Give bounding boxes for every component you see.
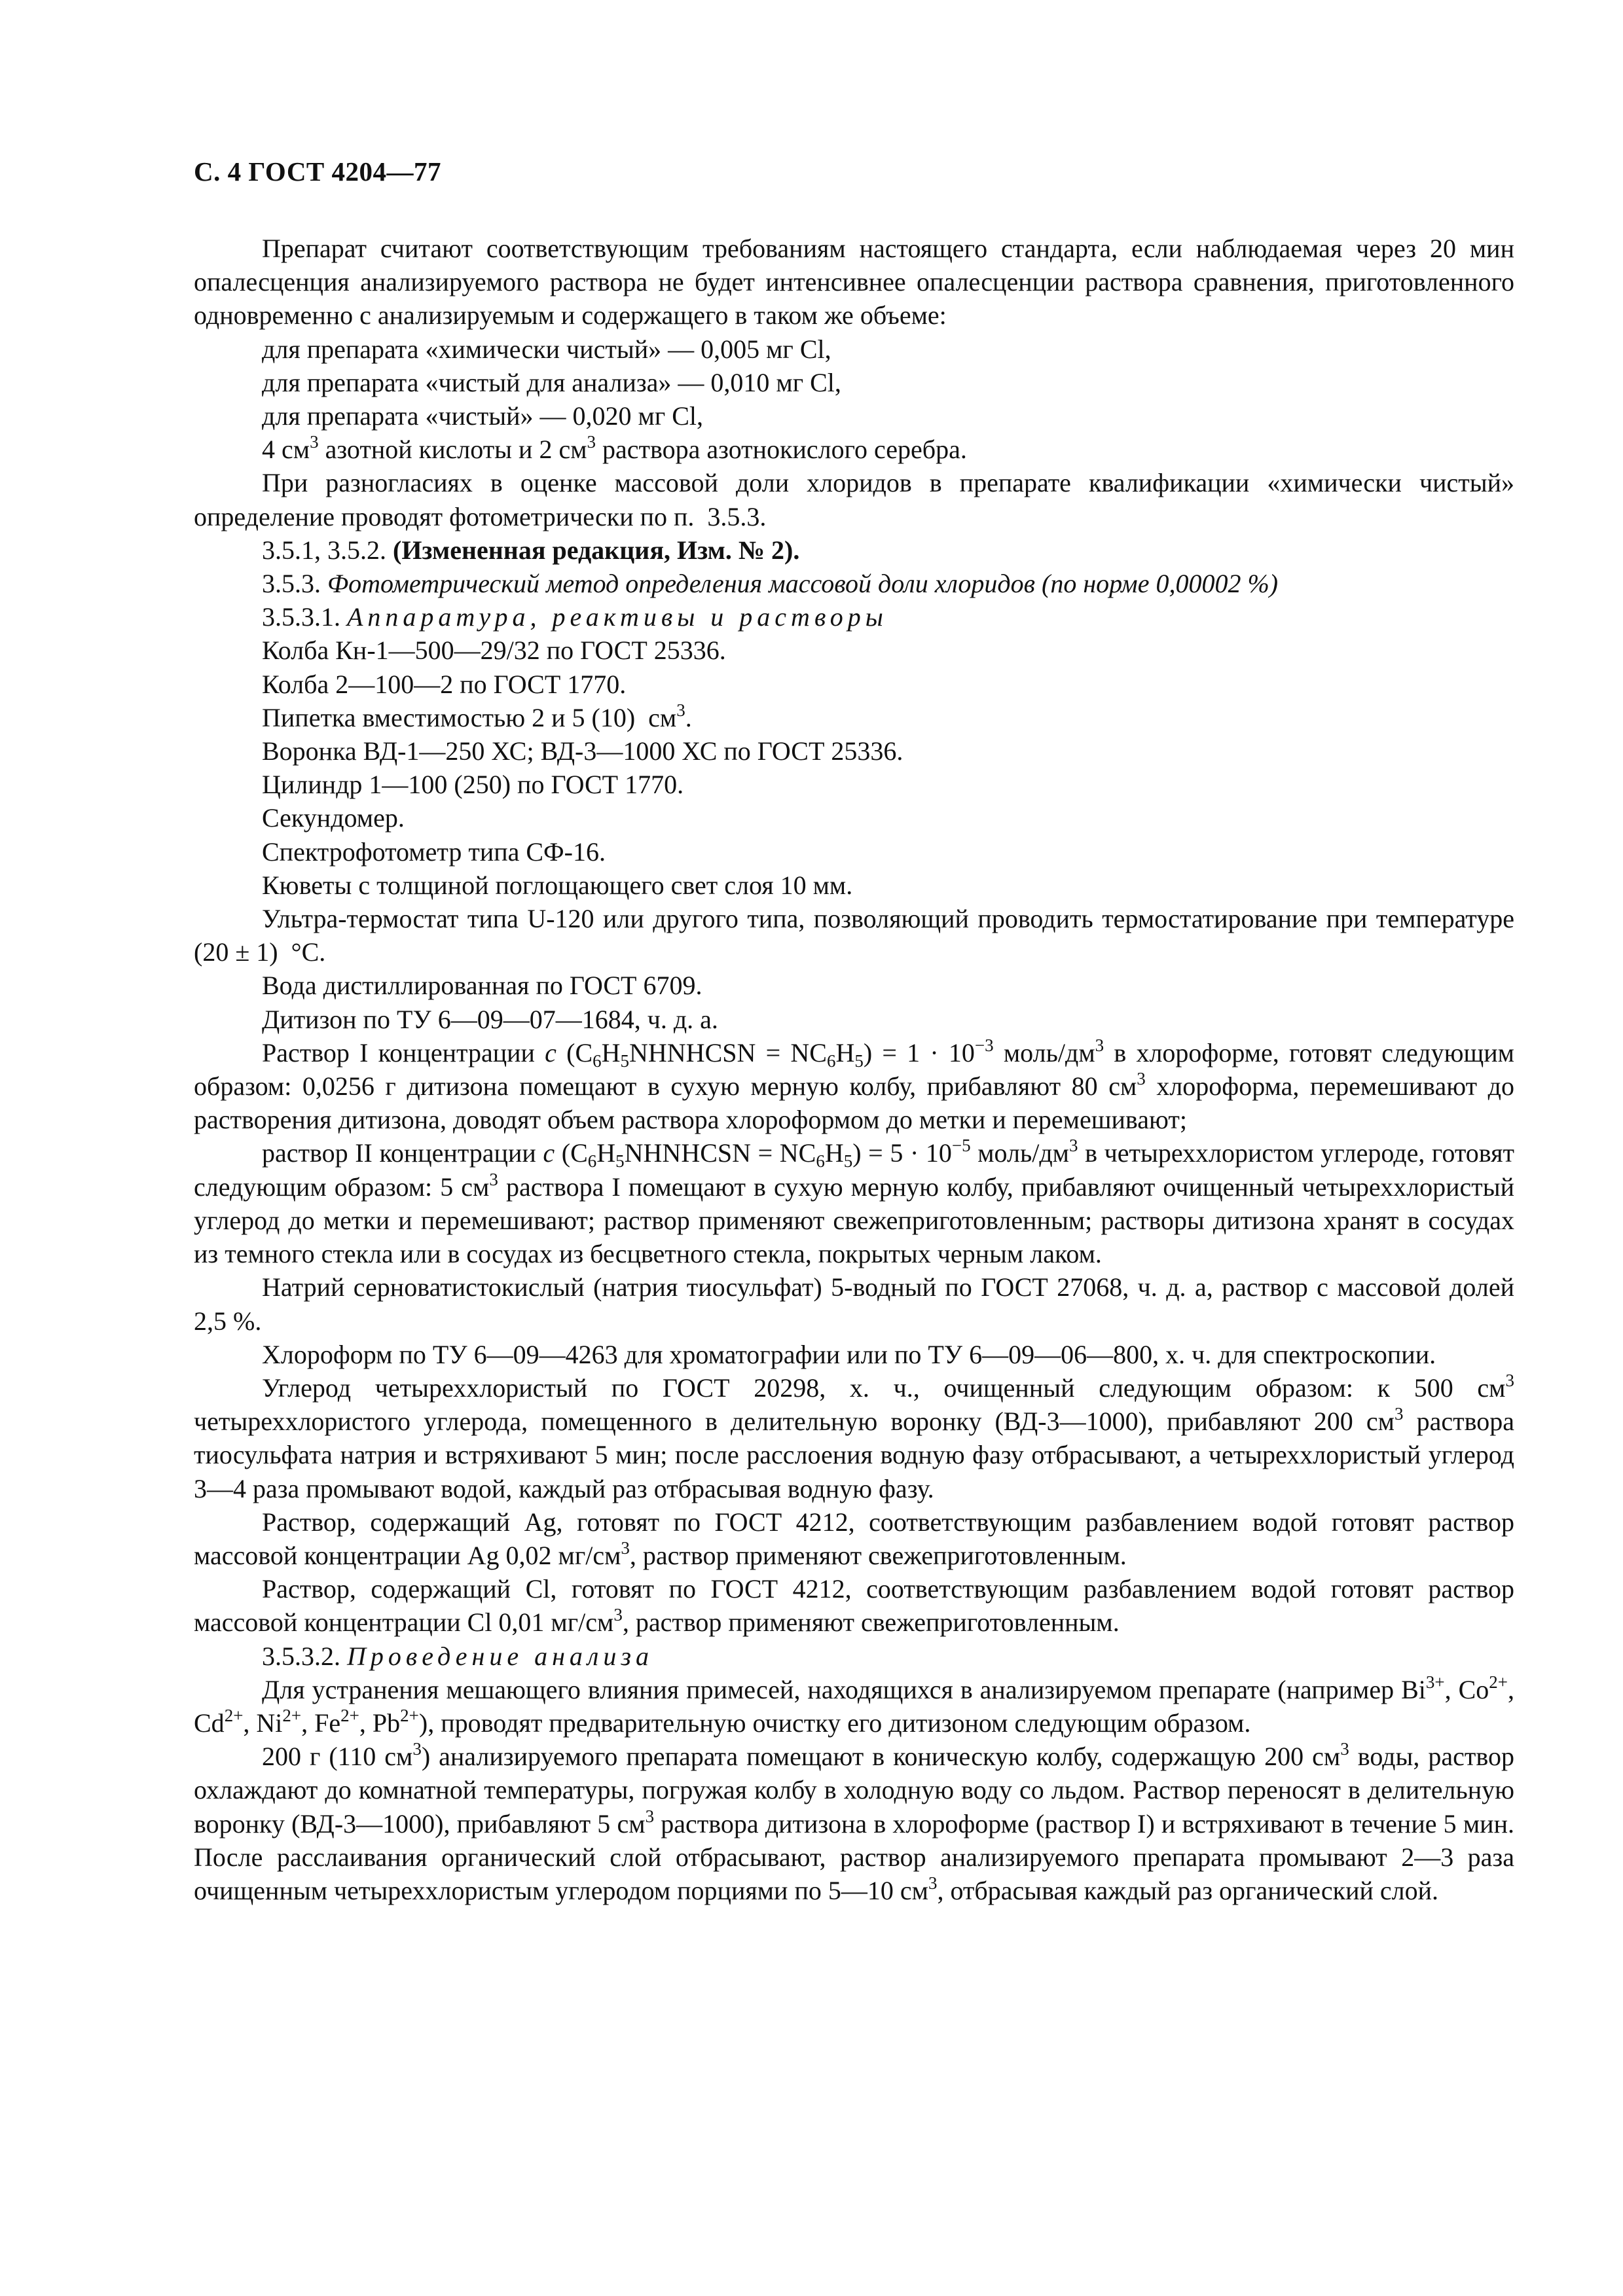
document-body [194, 232, 1514, 1907]
text-line: для препарата «чистый» — 0,020 мг Cl, [262, 401, 704, 431]
text-line: Воронка ВД-1—250 ХС; ВД-3—1000 ХС по ГОСТ 25336. [262, 736, 903, 766]
paragraph: Углерод четыреххлористый по ГОСТ 20298, х. ч., очищенный следующим образом: к 500 $см^3$ четыреххлористого углерода, помещенного в делительную воронку (ВД-3—1000), прибавляют 200 $см^3$ раствора тиосульфата натрия и встряхивают 5 мин; после расслоения водную фазу отбрасывают, а четыреххлористый углерод 3—4 раза промывают водой, каждый раз отбрасывая водную фазу. [194, 1370, 1514, 1503]
text-line: 3.5.1, 3.5.2. (Измененная редакция, Изм. № 2). [262, 535, 800, 565]
text-line: 4 $см^3$ азотной кислоты и 2 $см^3$ раствора азотнокислого серебра. [262, 432, 967, 465]
text-line: 3.5.3.1. Аппаратура, реактивы и растворы [262, 602, 888, 632]
paragraph: При разногласиях в оценке массовой доли хлоридов в препарате квалификации «химически чистый» определение проводят фотометрически по п. 3.5.3. [194, 468, 1514, 531]
text-line: 3.5.3.2. Проведение анализа [262, 1641, 653, 1671]
paragraph: Раствор I концентрации с $(С_6Н_5NHNHCSN = NC_6H_5) = 1 \cdot 10^{-3}$ моль/$дм^3$ в хлороформе, готовят следующим образом: 0,0256 г дитизона помещают в сухую мерную колбу, прибавляют 80 $см^3$ хлороформа, перемешивают до растворения дитизона, доводят объем раствора хлороформом до метки и перемешивают; [194, 1035, 1514, 1135]
text-line: Кюветы с толщиной поглощающего свет слоя 10 мм. [262, 870, 853, 900]
paragraph: Раствор, содержащий Cl, готовят по ГОСТ 4212, соответствующим разбавлением водой готовят раствор массовой концентрации Cl 0,01 $мг/см^3$, раствор применяют свежеприготовленным. [194, 1574, 1514, 1638]
paragraph: Для устранения мешающего влияния примесей, находящихся в анализируемом препарате (например $Bi^{3+}$, $Co^{2+}$, $Cd^{2+}$, $Ni^{2+}$, $Fe^{2+}$, $Pb^{2+}$), проводят предварительную очистку его дитизоном следующим образом. [194, 1672, 1515, 1738]
text-line: Спектрофотометр типа СФ-16. [262, 836, 606, 867]
text-line: Секундомер. [262, 803, 405, 833]
text-line: Колба 2—100—2 по ГОСТ 1770. [262, 669, 627, 699]
text-line: для препарата «чистый для анализа» — 0,010 мг Cl, [262, 367, 841, 397]
paragraph: раствор II концентрации с $(С_6Н_5NHNHCSN = NC_6H_5) = 5 \cdot 10^{-5}$ моль/$дм^3$ в четыреххлористом углероде, готовят следующим образом: 5 $см^3$ раствора I помещают в сухую мерную колбу, прибавляют очищенный четыреххлористый углерод до метки и перемешивают; раствор применяют свежеприготовленным; растворы дитизона хранят в сосудах из темного стекла или в сосудах из бесцветного стекла, покрытых черным лаком. [194, 1136, 1515, 1269]
paragraph: Натрий серноватистокислый (натрия тиосульфат) 5-водный по ГОСТ 27068, ч. д. а, раствор с массовой долей 2,5 %. [194, 1272, 1514, 1336]
text-line: Вода дистиллированная по ГОСТ 6709. [262, 971, 702, 1001]
paragraph: Хлороформ по ТУ 6—09—4263 для хроматографии или по ТУ 6—09—06—800, х. ч. для спектроскопии. [262, 1339, 1436, 1369]
text-line: 3.5.3. Фотометрический метод определения массовой доли хлоридов (по норме 0,00002 %) [262, 569, 1279, 599]
text-line: Цилиндр 1—100 (250) по ГОСТ 1770. [262, 770, 684, 800]
text-line: Колба Кн-1—500—29/32 по ГОСТ 25336. [262, 636, 726, 666]
text-line: для препарата «химически чистый» — 0,005 мг Cl, [262, 334, 831, 364]
page-header: С. 4 ГОСТ 4204—77 [194, 156, 442, 187]
paragraph: 200 г (110 $см^3$) анализируемого препарата помещают в коническую колбу, содержащую 200 $см^3$ воды, раствор охлаждают до комнатной температуры, погружая колбу в холодную воду со льдом. Раствор переносят в делительную воронку (ВД-3—1000), прибавляют 5 $см^3$ раствора дитизона в хлороформе (раствор I) и встряхивают в течение 5 мин. После расслаивания органический слой отбрасывают, раствор анализируемого препарата промывают 2—3 раза очищенным четыреххлористым углеродом порциями по 5—10 $см^3$, отбрасывая каждый раз органический слой. [194, 1739, 1515, 1905]
text-line: Пипетка вместимостью 2 и 5 (10) $см^3$. [262, 700, 692, 732]
paragraph: Ультра-термостат типа U-120 или другого типа, позволяющий проводить термостатирование при температуре (20 ± 1) °С. [194, 904, 1514, 967]
paragraph: Раствор, содержащий Ag, готовят по ГОСТ 4212, соответствующим разбавлением водой готовят раствор массовой концентрации Ag 0,02 $мг/см^3$, раствор применяют свежеприготовленным. [194, 1507, 1514, 1570]
text-line: Дитизон по ТУ 6—09—07—1684, ч. д. а. [262, 1004, 718, 1034]
paragraph: Препарат считают соответствующим требованиям настоящего стандарта, если наблюдаемая через 20 мин опалесценция анализируемого раствора не будет интенсивнее опалесценции раствора сравнения, приготовленного одновременно с анализируемым и содержащего в таком же объеме: [194, 234, 1514, 331]
